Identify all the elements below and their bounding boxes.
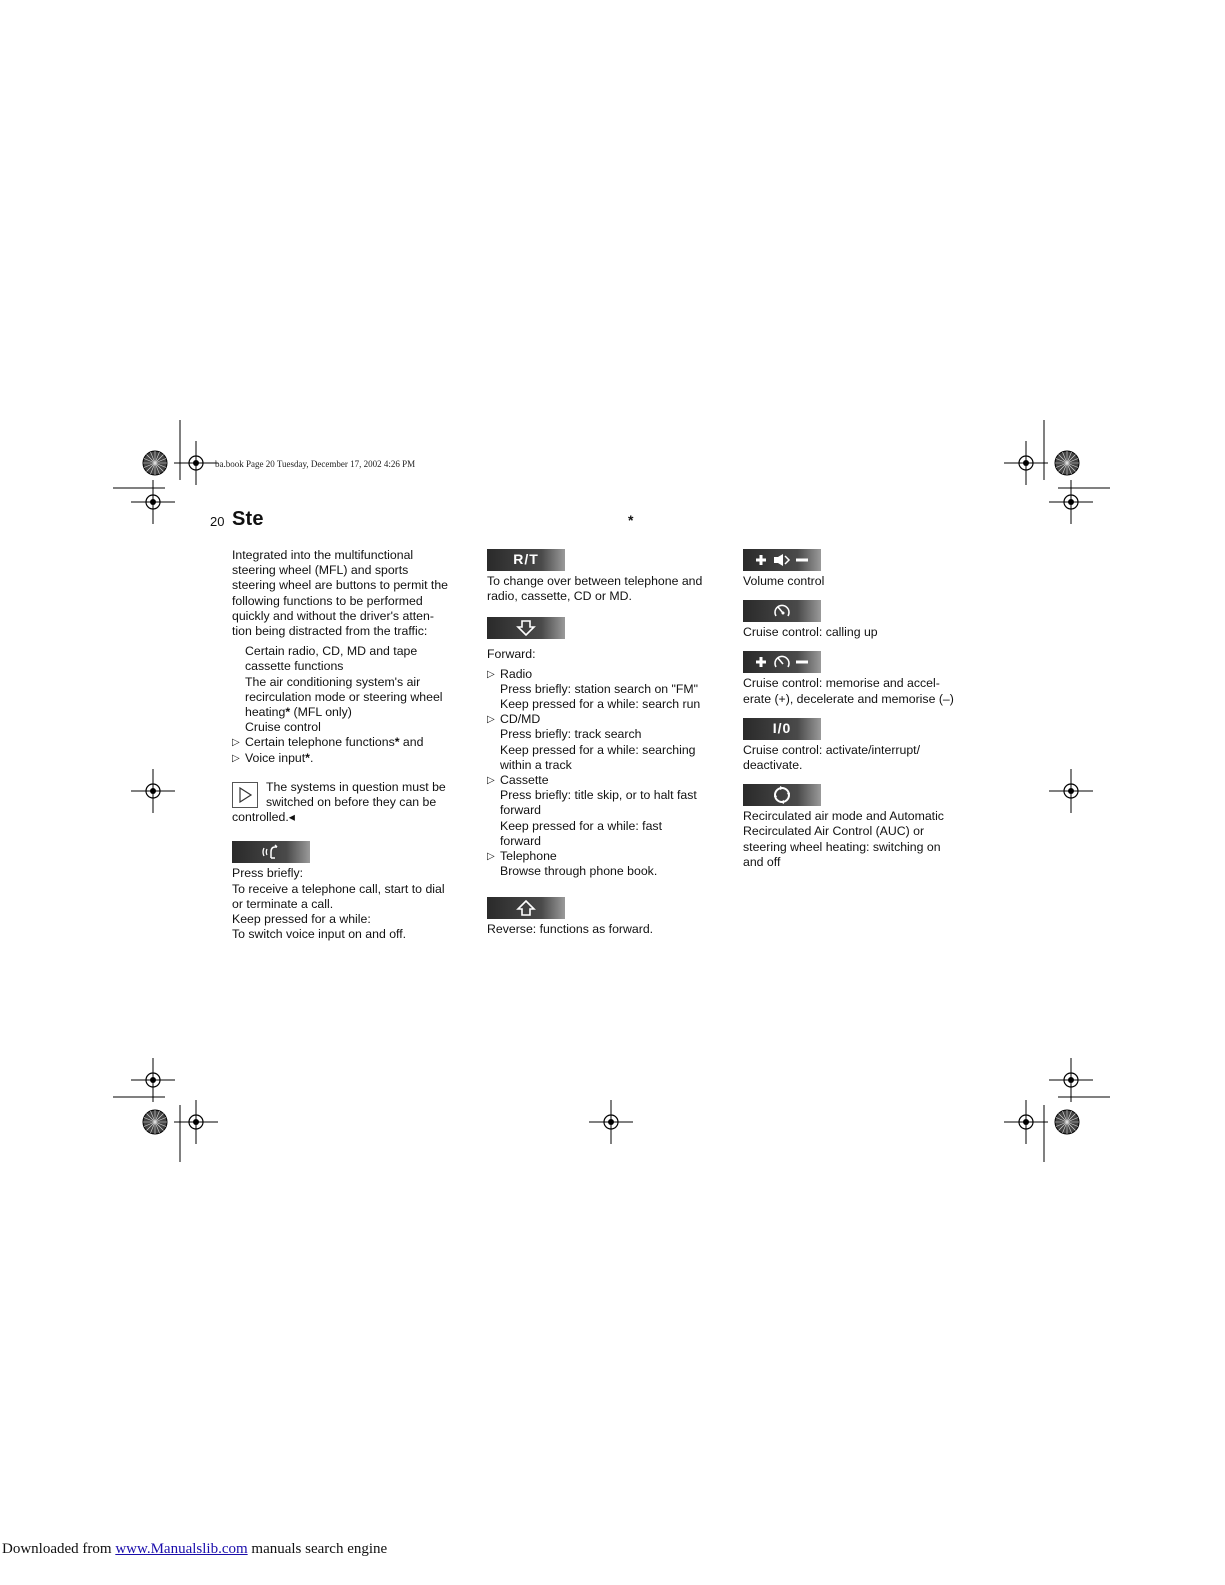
manualslib-link[interactable]: www.Manualslib.com: [115, 1541, 248, 1557]
page-title: Ste: [232, 508, 264, 530]
rt-description: To change over between telephone and radio, cassette, CD or MD.: [487, 574, 703, 604]
list-item: ▷ Radio: [487, 666, 533, 681]
column-left: [232, 548, 472, 942]
voice-description: Press briefly: To receive a telephone call, start to dial or terminate a call. Keep pressed for a while: To switch voice input on and off.: [232, 866, 445, 942]
volume-plus-minus-icon: [750, 552, 814, 568]
voice-call-icon: [260, 843, 282, 861]
list-item: ▷ Cassette: [487, 773, 549, 788]
bullet-triangle-icon: ▷: [487, 851, 495, 863]
book-info: ba.book Page 20 Tuesday, December 17, 2002 4:26 PM: [215, 459, 416, 469]
note-block: The systems in question must be switched on before they can be controlled.◂: [232, 779, 446, 825]
bullet-triangle-icon: ▷: [232, 737, 240, 749]
forward-heading: Forward:: [487, 647, 536, 662]
cruise-call-button-graphic: [743, 600, 821, 622]
speedometer-icon: [772, 602, 792, 620]
cruise-memorise-button-graphic: [743, 651, 821, 673]
list-item: Cruise control: [245, 720, 321, 735]
forward-button-graphic: [487, 617, 565, 639]
volume-description: Volume control: [743, 574, 825, 588]
reverse-button-graphic: [487, 897, 565, 919]
recirculation-icon: [772, 786, 792, 804]
page-number: 20: [210, 514, 225, 529]
download-footer: Downloaded from www.Manualslib.com manuals search engine: [2, 1541, 388, 1557]
speedometer-plus-minus-icon: [750, 653, 814, 671]
bullet-triangle-icon: ▷: [487, 668, 495, 680]
bullet-triangle-icon: ▷: [232, 752, 240, 764]
list-item: ▷ Certain telephone functions* and: [232, 735, 424, 750]
list-item: Certain radio, CD, MD and tape cassette functions: [245, 644, 418, 674]
io-button-graphic: I/0: [743, 718, 821, 740]
list-item: ▷ Telephone: [487, 849, 557, 864]
note-triangle-icon: [232, 782, 258, 808]
rt-button-graphic: R/T: [487, 549, 565, 571]
reverse-description: Reverse: functions as forward.: [487, 922, 654, 937]
volume-button-graphic: [743, 549, 821, 571]
intro-paragraph: Integrated into the multifunctional steering wheel (MFL) and sports steering wheel are buttons to permit the following functions to be performed quickly and without the driver's atten- tion being distracted from the traffic:: [232, 548, 449, 639]
arrow-up-icon: [516, 900, 536, 916]
arrow-down-icon: [516, 620, 536, 636]
voice-button-graphic: [232, 841, 310, 863]
column-middle: R/T To change over between telephone and radio, cassette, CD or MD. Forward: ▷ Radio Press briefly: station search on "FM" Keep pressed for a while: search run ▷ CD/MD Press briefly: track search Keep pressed for a while: searching within a track ▷ Cassette Press briefly: title skip, or to halt fast forward Keep pressed for a while: fast forward ▷ Telephone Browse through phone book. Reverse: functions as forward.: [487, 549, 727, 938]
bullet-triangle-icon: ▷: [487, 714, 495, 726]
title-star: *: [628, 512, 634, 528]
io-description: Cruise control: activate/interrupt/ deactivate.: [743, 742, 921, 773]
recirculation-description: Recirculated air mode and Automatic Recirculated Air Control (AUC) or steering wheel heating: switching on and off: [743, 809, 944, 869]
column-right: [743, 549, 983, 870]
list-item: ▷ Voice input*.: [232, 750, 314, 765]
end-marker-icon: ◂: [288, 810, 295, 825]
cruise-memorise-description: Cruise control: memorise and accel- erate (+), decelerate and memorise (–): [743, 676, 954, 706]
list-item: The air conditioning system's air recirculation mode or steering wheel heating* (MFL only): [245, 674, 443, 720]
recirculation-button-graphic: [743, 784, 821, 806]
cruise-call-description: Cruise control: calling up: [743, 625, 878, 640]
list-item: ▷ CD/MD: [487, 712, 541, 727]
bullet-triangle-icon: ▷: [487, 775, 495, 787]
